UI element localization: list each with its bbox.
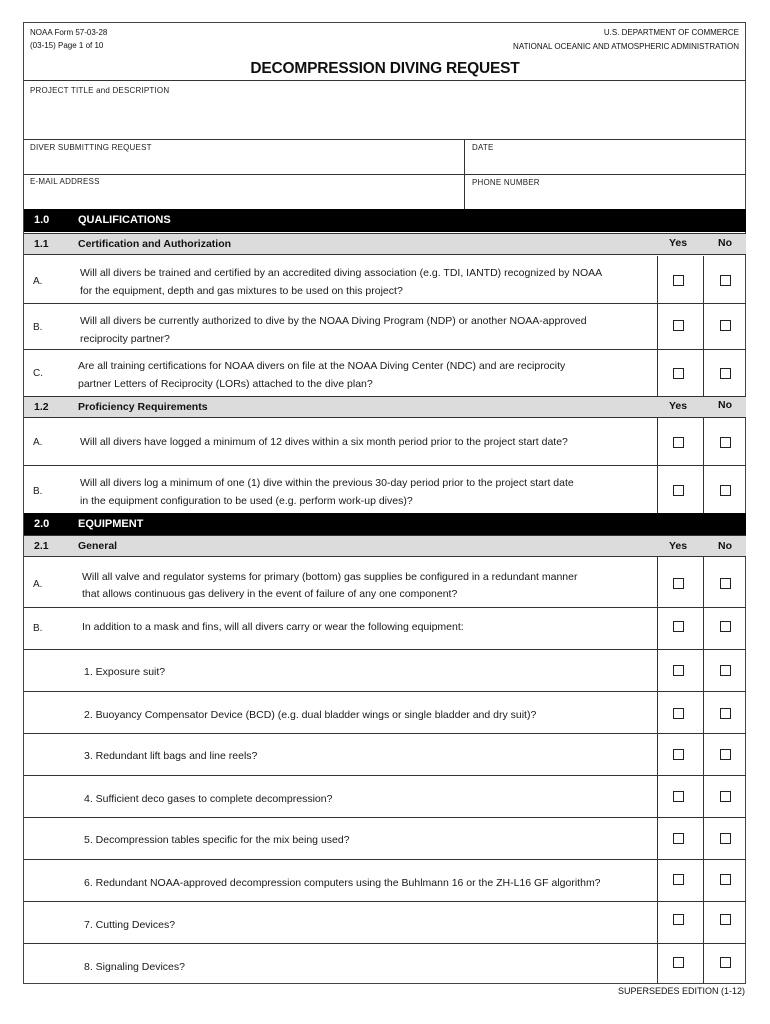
equipment-item-8: 8. Signaling Devices?: [84, 961, 185, 973]
equipment-2-yes-checkbox[interactable]: [673, 708, 684, 719]
yes-header: Yes: [669, 237, 688, 249]
date-field[interactable]: [465, 154, 746, 173]
equipment-7-yes-checkbox[interactable]: [673, 914, 684, 925]
q1-1-a-yes-checkbox[interactable]: [673, 275, 684, 286]
q2-1-a-line2: that allows continuous gas delivery in the event of failure of any one component?: [82, 588, 458, 600]
equipment-3-no-checkbox[interactable]: [720, 749, 731, 760]
section-2-number: 2.0: [34, 518, 50, 530]
q1-1-c-line1: Are all training certifications for NOAA divers on file at the NOAA Diving Center (NDC) and are reciprocity: [78, 360, 566, 372]
diver-field[interactable]: [24, 154, 464, 173]
equipment-7-no-checkbox[interactable]: [720, 914, 731, 925]
subsection-2-1-number: 2.1: [34, 540, 49, 552]
no-header: No: [718, 540, 732, 552]
yes-header: Yes: [669, 400, 688, 412]
q2-1-b-letter: B.: [33, 623, 43, 634]
equipment-item-1: 1. Exposure suit?: [84, 666, 166, 678]
subsection-1-2-number: 1.2: [34, 401, 49, 413]
equipment-8-yes-checkbox[interactable]: [673, 957, 684, 968]
project-title-field[interactable]: [24, 95, 746, 137]
q1-1-a-line2: for the equipment, depth and gas mixtures to be used on this project?: [80, 285, 403, 297]
equipment-4-yes-checkbox[interactable]: [673, 791, 684, 802]
yes-header: Yes: [669, 540, 688, 552]
q1-1-b-letter: B.: [33, 322, 43, 333]
equipment-1-yes-checkbox[interactable]: [673, 665, 684, 676]
equipment-item-5: 5. Decompression tables specific for the mix being used?: [84, 834, 350, 846]
q1-1-b-line1: Will all divers be currently authorized to dive by the NOAA Diving Program (NDP) or another NOAA-approved: [80, 315, 587, 327]
subsection-1-2-header: [24, 396, 746, 418]
equipment-item-2: 2. Buoyancy Compensator Device (BCD) (e.g. dual bladder wings or single bladder and dry suit)?: [84, 709, 537, 721]
equipment-item-3: 3. Redundant lift bags and line reels?: [84, 750, 258, 762]
email-label: E-MAIL ADDRESS: [30, 177, 100, 186]
section-1-header: [24, 209, 746, 232]
equipment-2-no-checkbox[interactable]: [720, 708, 731, 719]
phone-label: PHONE NUMBER: [472, 178, 540, 187]
equipment-3-yes-checkbox[interactable]: [673, 749, 684, 760]
diver-label: DIVER SUBMITTING REQUEST: [30, 143, 152, 152]
q1-1-a-no-checkbox[interactable]: [720, 275, 731, 286]
q1-1-a-line1: Will all divers be trained and certified by an accredited diving association (e.g. TDI, IANTD) recognized by NOAA: [80, 267, 603, 279]
section-1-number: 1.0: [34, 214, 50, 226]
subsection-1-2-title: Proficiency Requirements: [78, 401, 208, 413]
q1-1-b-line2: reciprocity partner?: [80, 333, 170, 345]
section-2-header: [24, 513, 746, 535]
q1-2-a-letter: A.: [33, 437, 43, 448]
q2-1-a-line1: Will all valve and regulator systems for primary (bottom) gas supplies be configured in a redundant manner: [82, 571, 578, 583]
q2-1-a-letter: A.: [33, 579, 43, 590]
q1-2-b-letter: B.: [33, 486, 43, 497]
q2-1-b-no-checkbox[interactable]: [720, 621, 731, 632]
q1-1-b-yes-checkbox[interactable]: [673, 320, 684, 331]
no-header: No: [718, 237, 732, 249]
no-header: No: [718, 399, 732, 411]
q1-2-b-line2: in the equipment configuration to be used (e.g. perform work-up dives)?: [80, 495, 413, 507]
equipment-6-no-checkbox[interactable]: [720, 874, 731, 885]
q1-1-c-no-checkbox[interactable]: [720, 368, 731, 379]
q2-1-b-yes-checkbox[interactable]: [673, 621, 684, 632]
equipment-item-7: 7. Cutting Devices?: [84, 919, 176, 931]
q1-2-b-no-checkbox[interactable]: [720, 485, 731, 496]
equipment-8-no-checkbox[interactable]: [720, 957, 731, 968]
q1-1-b-no-checkbox[interactable]: [720, 320, 731, 331]
equipment-5-no-checkbox[interactable]: [720, 833, 731, 844]
equipment-6-yes-checkbox[interactable]: [673, 874, 684, 885]
equipment-5-yes-checkbox[interactable]: [673, 833, 684, 844]
section-2-title: EQUIPMENT: [78, 518, 144, 530]
subsection-1-1-header: [24, 233, 746, 255]
equipment-item-6: 6. Redundant NOAA-approved decompression computers using the Buhlmann 16 or the ZH-L16 GF algorithm?: [84, 877, 601, 889]
q2-1-a-no-checkbox[interactable]: [720, 578, 731, 589]
page-title: DECOMPRESSION DIVING REQUEST: [250, 60, 520, 77]
q1-2-b-yes-checkbox[interactable]: [673, 485, 684, 496]
project-title-label: PROJECT TITLE and DESCRIPTION: [30, 86, 170, 95]
q1-2-a-line1: Will all divers have logged a minimum of 12 dives within a six month period prior to the project start date?: [80, 436, 568, 448]
supersedes-edition: SUPERSEDES EDITION (1-12): [617, 986, 745, 996]
subsection-1-1-title: Certification and Authorization: [78, 238, 232, 250]
equipment-item-4: 4. Sufficient deco gases to complete decompression?: [84, 793, 333, 805]
date-label: DATE: [472, 143, 494, 152]
q1-1-c-line2: partner Letters of Reciprocity (LORs) attached to the dive plan?: [78, 378, 373, 390]
q1-2-a-no-checkbox[interactable]: [720, 437, 731, 448]
phone-field[interactable]: [465, 188, 746, 208]
form-edition-page: (03-15) Page 1 of 10: [30, 41, 104, 50]
subsection-2-1-header: [24, 535, 746, 557]
q1-2-a-yes-checkbox[interactable]: [673, 437, 684, 448]
subsection-2-1-title: General: [78, 540, 118, 552]
q1-2-b-line1: Will all divers log a minimum of one (1) dive within the previous 30-day period prior to the project start date: [80, 477, 574, 489]
form-number: NOAA Form 57-03-28: [30, 28, 108, 37]
email-field[interactable]: [24, 188, 464, 208]
q1-1-a-letter: A.: [33, 276, 43, 287]
q1-1-c-letter: C.: [33, 368, 43, 379]
section-1-title: QUALIFICATIONS: [78, 214, 171, 226]
q2-1-a-yes-checkbox[interactable]: [673, 578, 684, 589]
q1-1-c-yes-checkbox[interactable]: [673, 368, 684, 379]
equipment-1-no-checkbox[interactable]: [720, 665, 731, 676]
administration: NATIONAL OCEANIC AND ATMOSPHERIC ADMINISTRATION: [513, 42, 739, 51]
equipment-4-no-checkbox[interactable]: [720, 791, 731, 802]
department: U.S. DEPARTMENT OF COMMERCE: [603, 28, 739, 37]
subsection-1-1-number: 1.1: [34, 238, 49, 250]
q2-1-b-line1: In addition to a mask and fins, will all divers carry or wear the following equipment:: [82, 621, 464, 633]
